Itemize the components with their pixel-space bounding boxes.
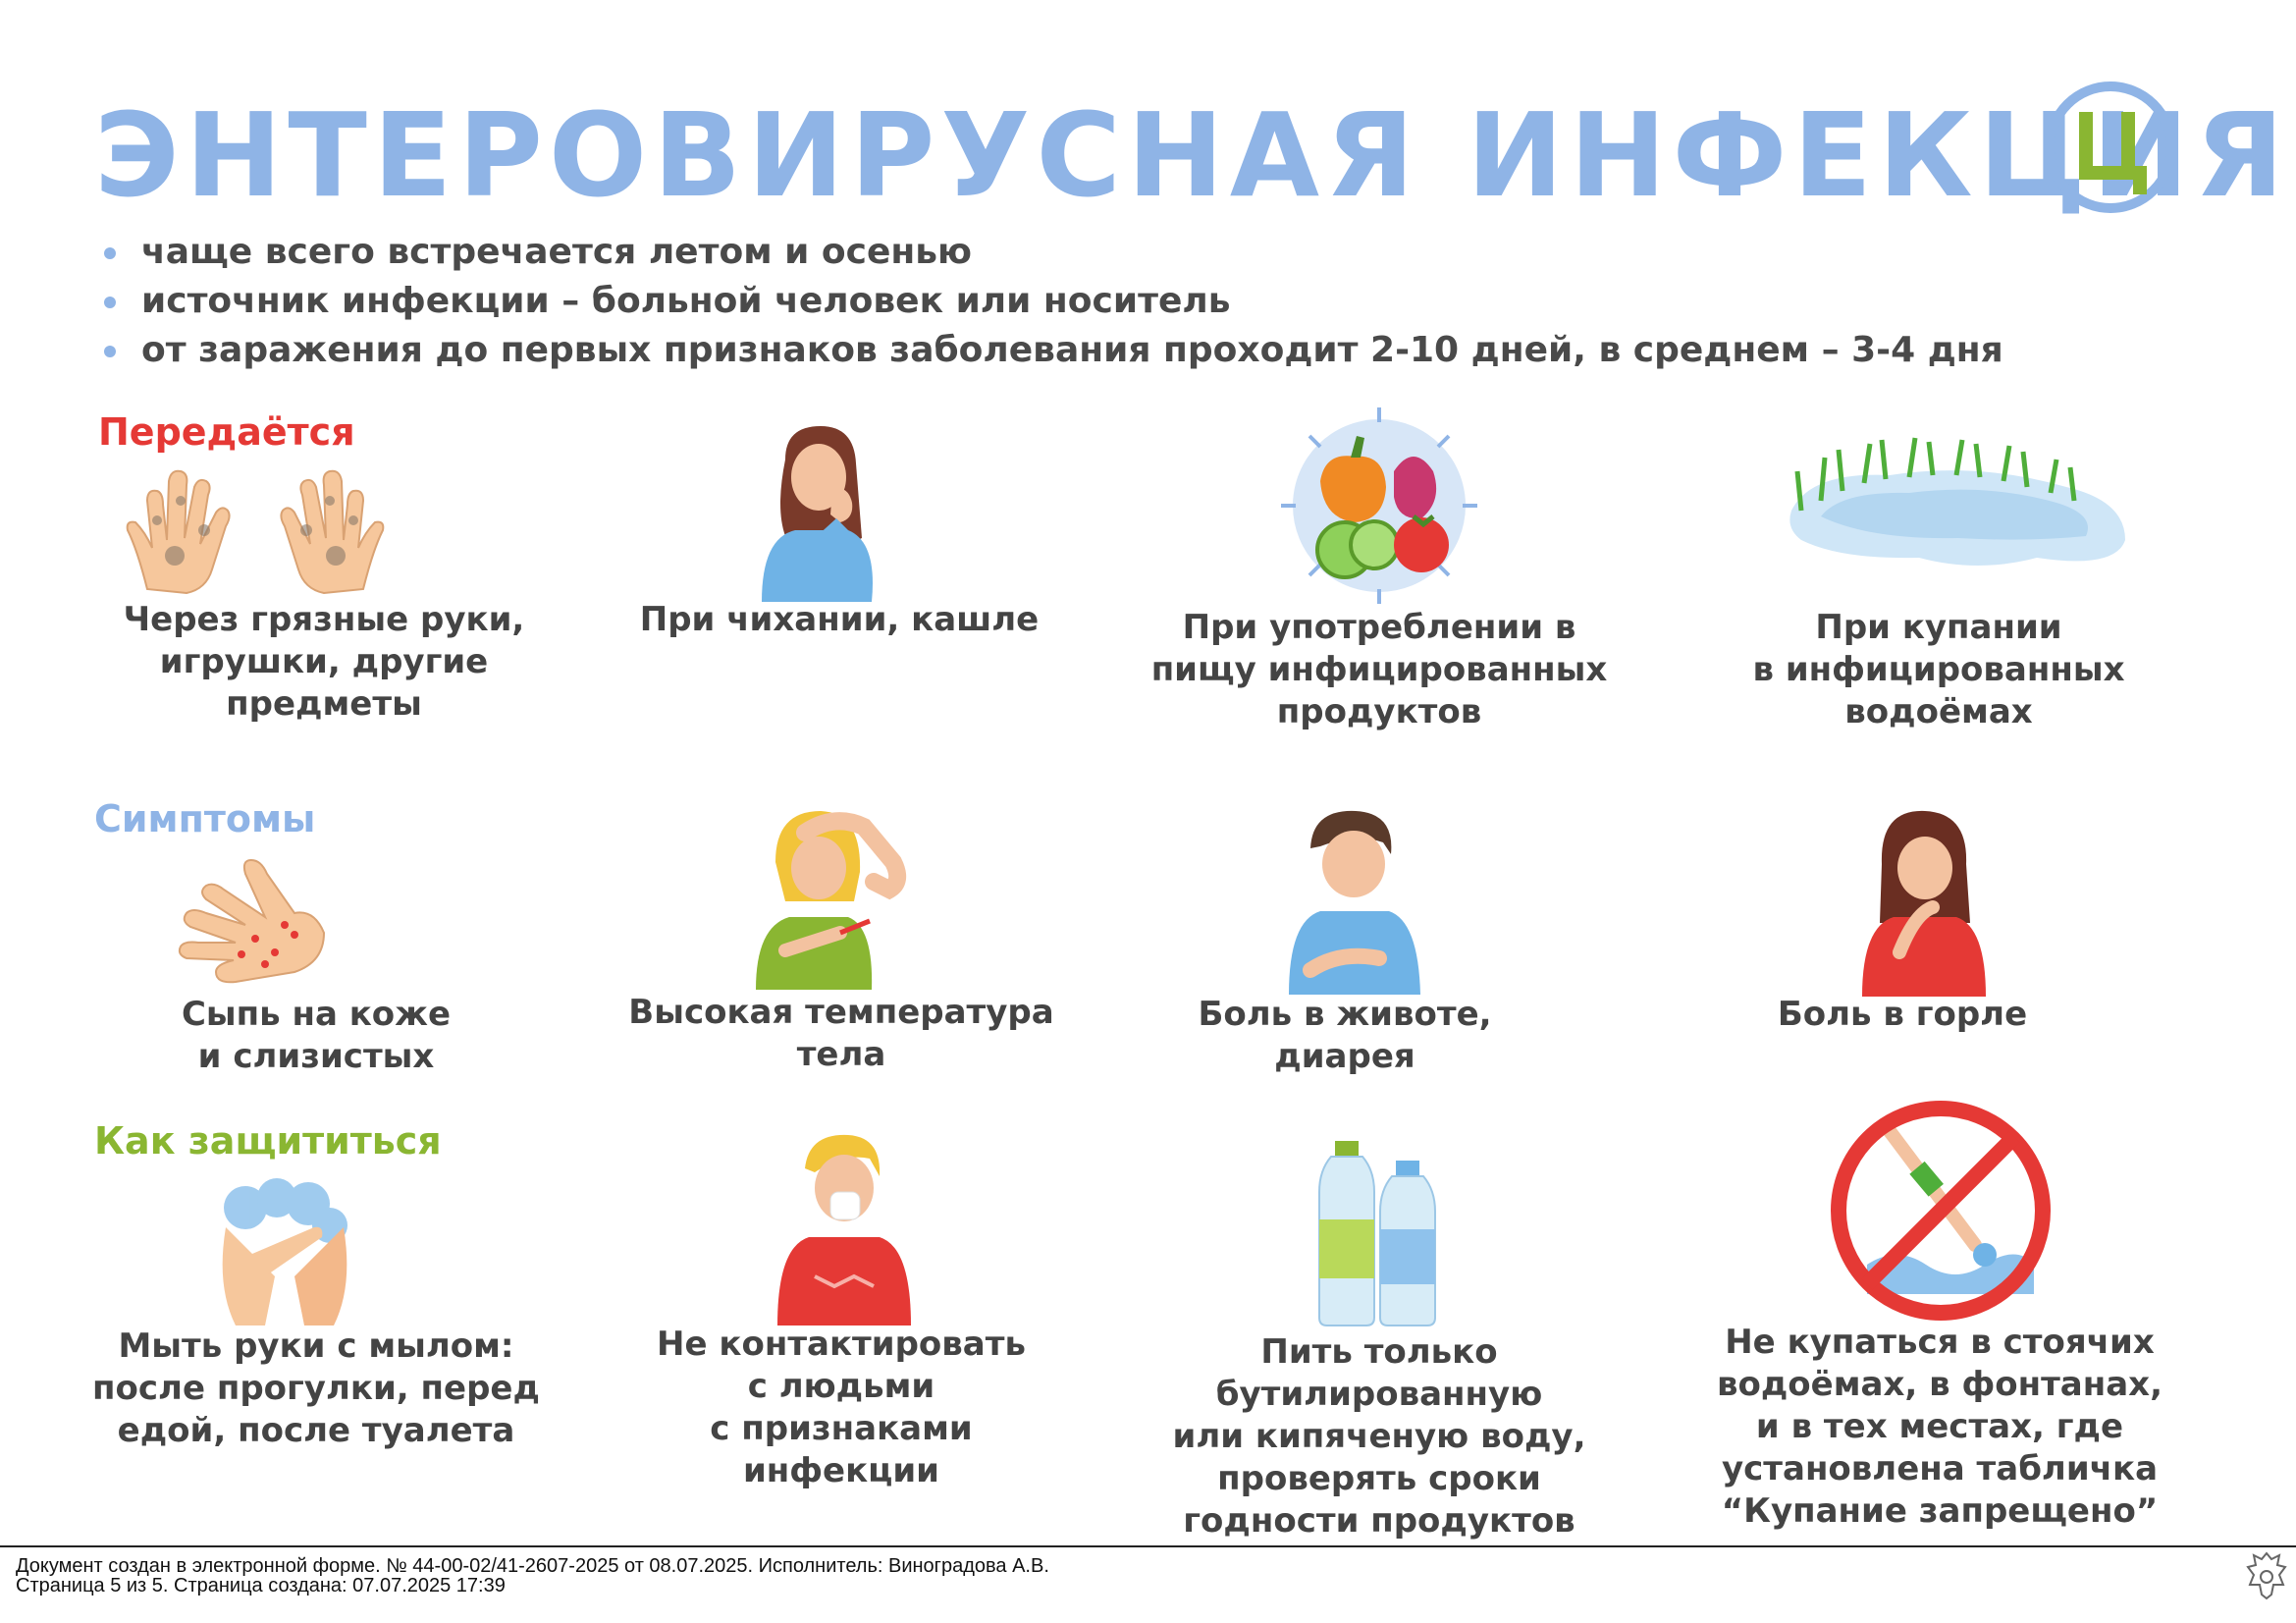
dirty-hands-icon	[118, 461, 393, 599]
sore-throat-woman-icon	[1860, 805, 1988, 997]
no-swimming-icon	[1828, 1098, 2054, 1324]
prevention-caption: Не контактировать с людьми с признаками инфекции	[657, 1325, 1026, 1490]
water-bottles-icon	[1315, 1141, 1443, 1327]
pond-icon	[1782, 432, 2135, 579]
sick-person-icon	[775, 1129, 913, 1325]
fact-item: от заражения до первых признаков заболевания проходит 2-10 дней, в среднем – 3-4 дня	[98, 326, 2003, 375]
symptom-caption: Боль в животе, диарея	[1198, 995, 1492, 1076]
transmission-caption: При купании в инфицированных водоёмах	[1752, 608, 2125, 731]
footer-page-info: Страница 5 из 5. Страница создана: 07.07.2025 17:39	[16, 1575, 506, 1596]
prevention-caption: Мыть руки с мылом: после прогулки, перед едой, после туалета	[92, 1326, 540, 1450]
transmission-caption: При употреблении в пищу инфицированных продуктов	[1150, 608, 1608, 731]
infected-vegetables-icon	[1276, 403, 1482, 609]
footer-divider	[0, 1545, 2296, 1547]
coat-of-arms-icon	[2242, 1549, 2291, 1602]
prevention-caption: Не купаться в стоячих водоёмах, в фонтанах, и в тех местах, где установлена табличка “Купание запрещено”	[1716, 1323, 2163, 1531]
coughing-woman-icon	[746, 420, 893, 602]
handwashing-icon	[206, 1168, 363, 1325]
facts-list	[98, 228, 2003, 375]
fever-woman-icon	[746, 803, 913, 990]
rash-hand-icon	[177, 844, 334, 992]
center-logo-icon	[2042, 79, 2179, 216]
prevention-caption: Пить только бутилированную или кипяченую воду, проверять сроки годности продуктов	[1172, 1332, 1586, 1541]
symptom-caption: Боль в горле	[1777, 995, 2028, 1034]
footer-document-info: Документ создан в электронной форме. № 44-00-02/41-2607-2025 от 08.07.2025. Исполнитель: Виноградова А.В.	[16, 1555, 1049, 1577]
transmission-caption: Через грязные руки, игрушки, другие предметы	[123, 600, 525, 724]
stomach-ache-man-icon	[1281, 803, 1428, 995]
page-title: ЭНТЕРОВИРУСНАЯ ИНФЕКЦИЯ	[94, 87, 2290, 223]
prevention-heading: Как защититься	[94, 1119, 442, 1163]
symptom-caption: Высокая температура тела	[628, 993, 1054, 1074]
transmission-heading: Передаётся	[98, 410, 355, 454]
fact-item: чаще всего встречается летом и осенью	[98, 228, 2003, 277]
fact-item: источник инфекции – больной человек или носитель	[98, 277, 2003, 326]
transmission-caption: При чихании, кашле	[639, 600, 1040, 639]
symptom-caption: Сыпь на коже и слизистых	[181, 995, 452, 1076]
symptoms-heading: Симптомы	[94, 797, 316, 840]
